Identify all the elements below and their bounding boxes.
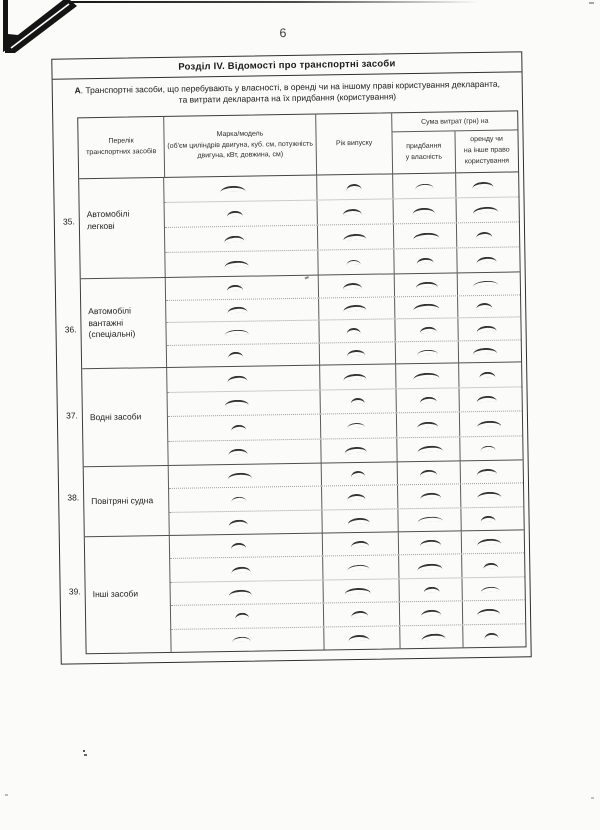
table-cell <box>321 486 397 510</box>
table-cell <box>458 387 521 411</box>
table-cell <box>455 172 518 197</box>
table-cell <box>318 319 394 342</box>
empty-dash-mark <box>415 183 433 189</box>
table-cell <box>167 343 319 367</box>
column-header-purchase: придбання у власність <box>405 142 443 161</box>
row-number: 39. <box>68 586 81 597</box>
table-cell <box>460 507 523 530</box>
empty-dash-mark <box>224 400 248 407</box>
empty-dash-mark <box>473 348 497 355</box>
table-cell <box>398 531 461 554</box>
row-label: Автомобілі легкові <box>86 208 130 231</box>
empty-dash-mark <box>343 304 366 312</box>
empty-dash-mark <box>343 373 366 380</box>
empty-dash-mark <box>413 303 439 310</box>
empty-dash-mark <box>343 233 366 241</box>
table-cell <box>169 464 321 489</box>
table-cell <box>171 627 323 652</box>
row-group-cells <box>169 460 524 535</box>
empty-dash-mark <box>484 632 498 639</box>
empty-dash-mark <box>223 235 243 243</box>
empty-dash-mark <box>224 260 248 267</box>
column-header-expenses <box>391 111 518 173</box>
empty-dash-mark <box>228 449 247 456</box>
table-cell <box>317 224 393 249</box>
table-cell <box>393 248 456 273</box>
empty-dash-mark <box>346 328 360 335</box>
empty-dash-mark <box>227 375 247 382</box>
table-cell <box>165 251 317 277</box>
table-cell <box>462 624 525 647</box>
table-row-group <box>84 459 524 536</box>
empty-dash-mark <box>476 396 496 403</box>
row-label: Повітряні судна <box>91 494 154 506</box>
table-row-group <box>81 271 521 368</box>
empty-dash-mark <box>424 587 440 594</box>
table-cell <box>457 317 520 339</box>
table-cell <box>318 297 394 320</box>
row-number: 36. <box>64 324 77 335</box>
table-cell <box>316 174 392 199</box>
table-cell <box>459 436 522 460</box>
row-number: 38. <box>67 492 80 503</box>
row-number: 37. <box>65 410 78 421</box>
empty-dash-mark <box>231 496 246 502</box>
empty-dash-mark <box>350 541 368 548</box>
empty-dash-mark <box>419 326 436 333</box>
table-cell <box>456 197 519 222</box>
empty-dash-mark <box>417 516 442 523</box>
empty-dash-mark <box>227 210 243 217</box>
table-cell <box>456 222 519 247</box>
table-cell <box>320 389 396 414</box>
empty-dash-mark <box>483 562 498 569</box>
table-cell <box>170 534 322 559</box>
row-group-cells <box>170 530 526 652</box>
table-cell <box>459 411 522 435</box>
table-cell <box>458 340 521 362</box>
empty-dash-mark <box>343 282 362 289</box>
empty-dash-mark <box>475 232 491 239</box>
empty-dash-mark <box>421 633 445 641</box>
row-number: 35. <box>62 216 75 227</box>
table-cell <box>320 438 396 463</box>
table-cell <box>323 626 399 650</box>
page-number: 6 <box>279 26 287 41</box>
section-title: Розділ IV. Відомості про транспортні засоби <box>52 52 521 79</box>
empty-dash-mark <box>224 330 248 336</box>
table-cell <box>393 198 456 223</box>
empty-dash-mark <box>231 424 246 431</box>
table-cell <box>321 462 397 486</box>
table-cell <box>397 508 460 531</box>
table-cell <box>322 556 398 580</box>
table-cell <box>169 487 321 512</box>
table-cell <box>323 603 399 627</box>
empty-dash-mark <box>413 372 439 379</box>
table-row-group <box>85 529 526 653</box>
table-cell <box>461 554 524 577</box>
row-group-cells <box>167 362 522 465</box>
clause-text: . Транспортні засоби, що перебувають у власності, в оренді чи на іншому праві користування декларанта, та витрати декларанта на їх придбання (користування) <box>80 78 500 105</box>
table-cell <box>398 578 461 601</box>
empty-dash-mark <box>347 350 365 357</box>
table-cell <box>166 321 318 345</box>
table-cell <box>164 176 316 202</box>
table-cell <box>456 247 519 272</box>
empty-dash-mark <box>416 257 433 264</box>
empty-dash-mark <box>480 586 499 592</box>
empty-dash-mark <box>343 209 362 216</box>
row-label: Інші засоби <box>92 588 139 600</box>
row-label-cell <box>81 278 167 368</box>
table-cell <box>397 461 460 484</box>
empty-dash-mark <box>347 423 365 429</box>
empty-dash-mark <box>228 589 251 596</box>
empty-dash-mark <box>228 519 247 527</box>
table-cell <box>396 412 459 436</box>
empty-dash-mark <box>420 540 441 547</box>
table-row-group <box>82 361 522 466</box>
empty-dash-mark <box>476 256 496 263</box>
table-subrow <box>171 623 525 652</box>
table-cell <box>461 577 524 600</box>
empty-dash-mark <box>420 610 440 617</box>
table-cell <box>317 199 393 224</box>
table-cell <box>170 557 322 582</box>
table-cell <box>462 601 525 624</box>
empty-dash-mark <box>476 468 496 475</box>
empty-dash-mark <box>344 587 370 594</box>
table-cell <box>458 362 521 386</box>
empty-dash-mark <box>477 609 500 616</box>
empty-dash-mark <box>476 420 500 427</box>
table-cell <box>168 415 320 441</box>
table-cell <box>165 226 317 252</box>
empty-dash-mark <box>350 398 364 404</box>
row-group-cells <box>166 272 521 367</box>
empty-dash-mark <box>472 181 493 188</box>
clause-marker: А <box>74 85 81 96</box>
row-label: Автомобілі вантажні (спеціальні) <box>88 305 136 340</box>
table-cell <box>394 318 457 340</box>
column-header-expenses-group: Сума витрат (грн) на <box>392 111 517 132</box>
column-header-rent: оренду чи на інше право користування <box>454 130 518 172</box>
empty-dash-mark <box>227 352 242 359</box>
empty-dash-mark <box>480 515 495 522</box>
table-cell <box>460 460 523 483</box>
table-cell <box>322 579 398 603</box>
table-cell <box>318 274 394 297</box>
empty-dash-mark <box>420 469 437 476</box>
column-header-year: Рік випуску <box>315 113 392 174</box>
expenses-subheaders <box>392 130 518 173</box>
empty-dash-mark <box>417 563 442 571</box>
empty-dash-mark <box>231 566 250 574</box>
empty-dash-mark <box>476 538 500 546</box>
table-cell <box>396 437 459 461</box>
vehicles-table <box>77 110 526 654</box>
table-cell <box>399 602 462 625</box>
table-cell <box>395 388 458 412</box>
table-cell <box>457 295 520 317</box>
empty-dash-mark <box>346 259 360 265</box>
empty-dash-mark <box>476 325 496 332</box>
table-cell <box>394 273 457 295</box>
empty-dash-mark <box>476 303 492 310</box>
table-cell <box>317 249 393 274</box>
table-cell <box>319 342 395 365</box>
empty-dash-mark <box>228 473 252 480</box>
empty-dash-mark <box>227 306 247 313</box>
table-cell <box>166 298 318 322</box>
table-cell <box>457 272 520 294</box>
row-label-cell <box>82 368 169 466</box>
empty-dash-mark <box>477 492 501 499</box>
empty-dash-mark <box>347 517 369 525</box>
empty-dash-mark <box>420 493 441 500</box>
table-cell <box>321 509 397 533</box>
row-label-cell <box>85 536 172 653</box>
empty-dash-mark <box>416 349 437 355</box>
table-cell <box>392 173 455 198</box>
empty-dash-mark <box>350 471 364 478</box>
table-body <box>79 172 525 653</box>
table-cell <box>399 625 462 648</box>
table-cell <box>461 530 524 553</box>
row-label-cell <box>79 178 166 278</box>
table-header <box>78 111 518 179</box>
table-cell <box>397 485 460 508</box>
table-row-group <box>79 172 520 278</box>
empty-dash-mark <box>412 207 434 214</box>
empty-dash-mark <box>416 421 437 428</box>
row-group-cells <box>164 172 520 277</box>
empty-dash-mark <box>479 371 495 378</box>
row-label-cell <box>84 466 170 536</box>
declaration-form-box <box>51 51 531 664</box>
empty-dash-mark <box>347 564 369 571</box>
empty-dash-mark <box>412 232 438 240</box>
table-cell <box>166 276 318 300</box>
empty-dash-mark <box>419 396 436 403</box>
table-cell <box>168 439 320 465</box>
empty-dash-mark <box>227 284 243 291</box>
empty-dash-mark <box>472 280 497 287</box>
empty-dash-mark <box>232 637 250 643</box>
empty-dash-mark <box>417 445 442 453</box>
table-cell <box>322 532 398 556</box>
column-header-make-model: Марка/модель (об'єм циліндрів двигуна, куб. см, потужність двигуна, кВт, довжина, см) <box>163 115 316 177</box>
table-cell <box>460 484 523 507</box>
empty-dash-mark <box>472 206 497 214</box>
table-cell <box>171 604 323 629</box>
section-clause <box>69 79 505 108</box>
empty-dash-mark <box>480 445 495 451</box>
table-cell <box>167 366 319 392</box>
empty-dash-mark <box>235 613 249 620</box>
table-cell <box>393 223 456 248</box>
column-header-vehicles-list: Перелік транспортних засобів <box>86 137 157 157</box>
table-cell <box>171 580 323 605</box>
row-label: Водні засоби <box>89 411 142 422</box>
empty-dash-mark <box>416 281 438 288</box>
empty-dash-mark <box>351 611 368 618</box>
empty-dash-mark <box>220 185 245 192</box>
table-cell <box>395 341 458 363</box>
table-cell <box>319 364 395 389</box>
table-cell <box>394 296 457 318</box>
empty-dash-mark <box>348 634 369 641</box>
empty-dash-mark <box>347 494 365 501</box>
table-cell <box>165 201 317 227</box>
table-cell <box>320 413 396 438</box>
table-cell <box>168 390 320 416</box>
empty-dash-mark <box>346 183 361 190</box>
empty-dash-mark <box>344 446 366 454</box>
table-cell <box>395 363 458 387</box>
table-cell <box>398 555 461 578</box>
table-cell <box>169 510 321 535</box>
empty-dash-mark <box>231 543 246 550</box>
